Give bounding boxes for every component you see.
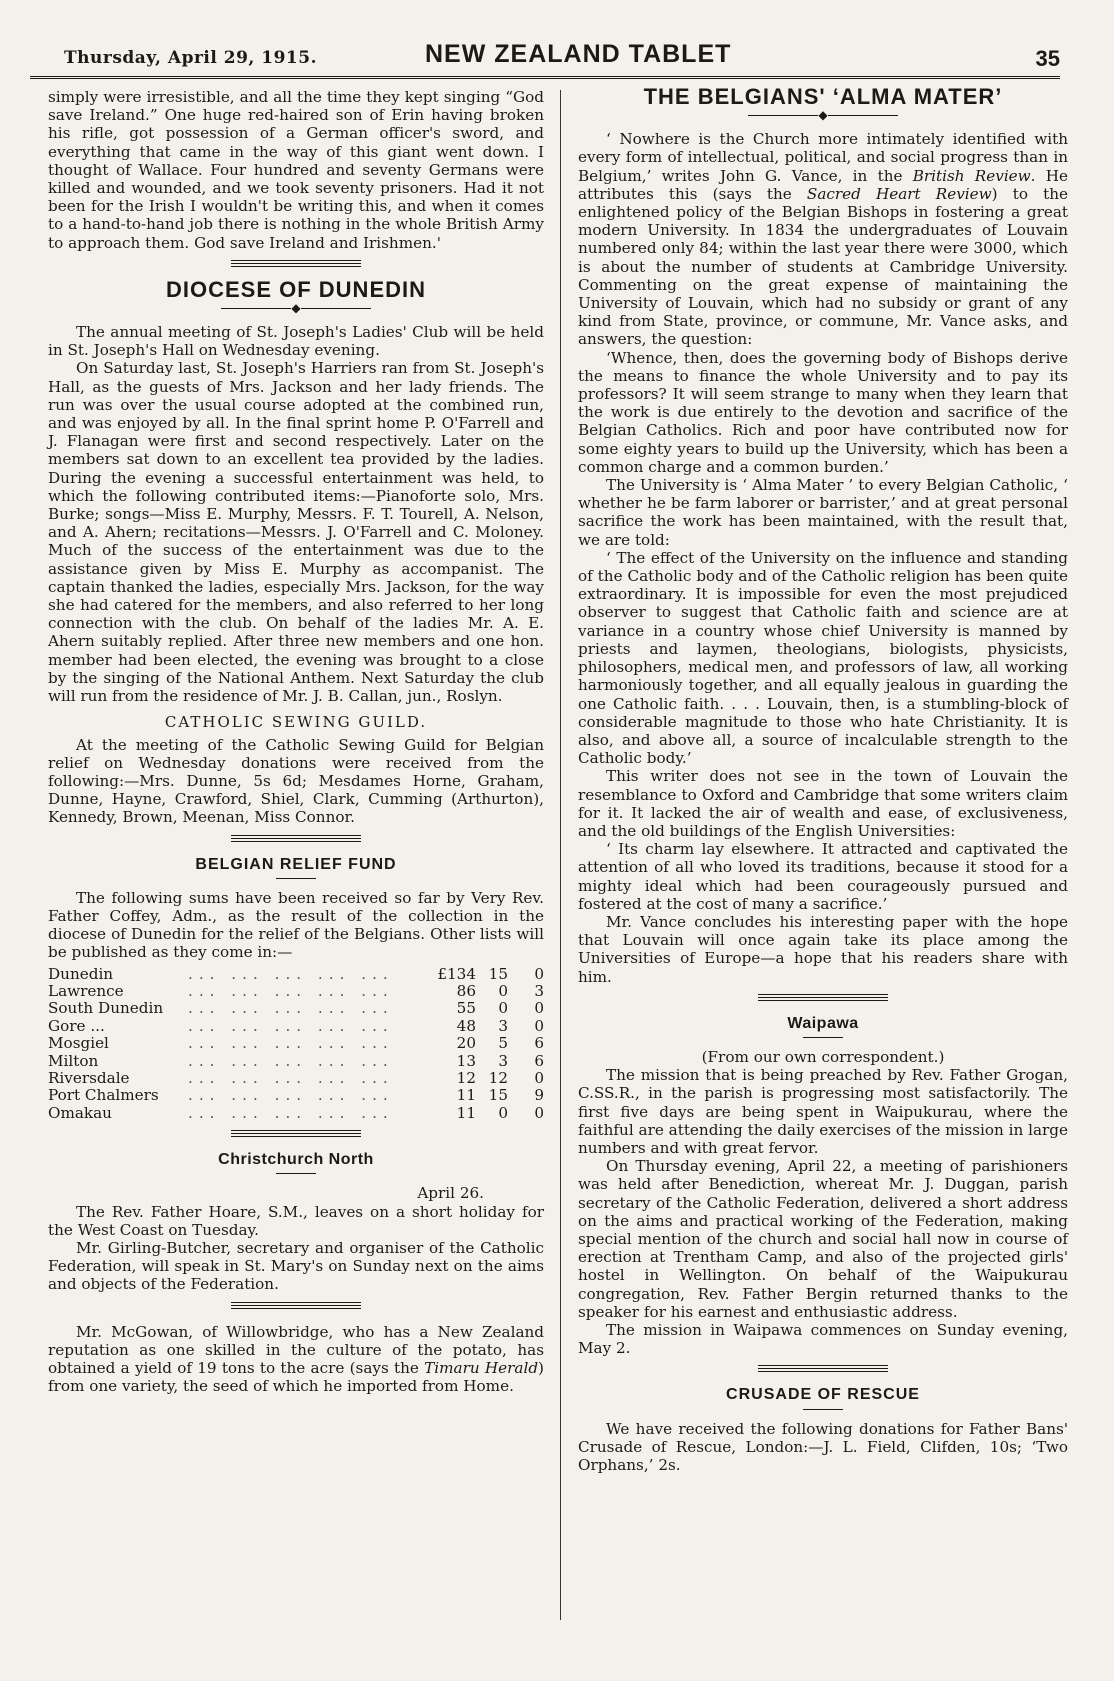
relief-shillings: 5: [498, 1034, 508, 1053]
waipawa-paragraph: The mission that is being preached by Rev. Father Grogan, C.SS.R., in the parish is progressing most satisfactorily. The first five days are being spent in Waipukurau, where the faithful are attending the daily exercises of the mission in large numbers and with great fervor.: [578, 1066, 1068, 1157]
masthead: [30, 40, 1070, 74]
section-separator: [758, 994, 888, 1001]
mcgowan-text: ) from one variety, the seed of which he imported from Home.: [48, 1359, 544, 1396]
belgians-paragraph: This writer does not see in the town of Louvain the resemblance to Oxford and Cambridge that some writers claim for it. It lacked the air of wealth and ease, of exclusiveness, and the old buildings of the English Universities:: [578, 767, 1068, 840]
relief-pounds: 20: [456, 1034, 476, 1053]
dunedin-paragraph: On Saturday last, St. Joseph's Harriers ran from St. Joseph's Hall, as the guests of Mrs. Jackson and her lady friends. The run was over the usual course adopted at the combined run, and was enjoyed by all. In the final sprint home P. O'Farrell and J. Flanagan were first and second respectively. Later on the members sat down to an excellent tea provided by the ladies. During the evening a successful entertainment was held, to which the following contributed items:—Pianoforte solo, Mrs. Burke; songs—Miss E. Murphy, Messrs. F. T. Tourell, A. Nelson, and A. Ahern; recitations—Messrs. J. O'Farrell and C. Moloney. Much of the success of the entertainment was due to the assistance given by Miss E. Murphy as accompanist. The captain thanked the ladies, especially Mrs. Jackson, for the way she had catered for the members, and also referred to her long connection with the club. On behalf of the ladies Mr. A. E. Ahern suitably replied. After three new members and one hon. member had been elected, the evening was brought to a close by the singing of the National Anthem. Next Saturday the club will run from the residence of Mr. J. B. Callan, jun., Roslyn.: [48, 359, 544, 706]
relief-pence: 0: [534, 1068, 544, 1087]
leader-dots: ... ... ... ... ...: [188, 1052, 394, 1070]
leader-dots: ... ... ... ... ...: [188, 1069, 394, 1087]
mcgowan-paragraph: [48, 1323, 544, 1396]
relief-pence: 0: [534, 1016, 544, 1035]
relief-shillings: 0: [498, 1103, 508, 1122]
newspaper-citation: Timaru Herald: [424, 1359, 539, 1378]
issue-date: Thursday, April 29, 1915.: [64, 48, 317, 68]
dunedin-heading: DIOCESE OF DUNEDIN: [165, 276, 427, 302]
christchurch-paragraph: Mr. Girling-Butcher, secretary and organiser of the Catholic Federation, will speak in St. Mary's on Sunday next on the aims and objects of the Federation.: [48, 1239, 544, 1294]
relief-pence: 6: [534, 1034, 544, 1053]
relief-pence: 0: [534, 999, 544, 1018]
table-row: [48, 1105, 544, 1122]
table-row: [48, 1000, 544, 1017]
section-separator: [758, 1365, 888, 1372]
sewing-guild-subheading: CATHOLIC SEWING GUILD.: [164, 713, 428, 732]
relief-pounds: 48: [456, 1016, 476, 1035]
relief-pence: 6: [534, 1051, 544, 1070]
publication-citation: British Review: [912, 166, 1031, 185]
belgians-paragraph: ‘ The effect of the University on the influence and standing of the Catholic body and of the Catholic religion has been quite extraordinary. It is impossible for even the most prejudiced observer to suggest that Catholic faith and science are at variance in a country whose chief University is manned by priests and laymen, theologians, biologists, physicists, philosophers, medical men, and professors of law, all working harmoniously together, and all equally jealous in guarding the one Catholic faith. . . . Louvain, then, is a stumbling-block of considerable magnitude to those who hate Christianity. It is also, and above all, a source of incalculable strength to the Catholic body.’: [578, 548, 1068, 768]
christchurch-heading: Christchurch North: [218, 1151, 374, 1169]
table-row: [48, 1053, 544, 1070]
belgians-paragraph: The University is ‘ Alma Mater ’ to every Belgian Catholic, ‘ whether he be farm laborer or barrister,’ and at great personal sacrifice the work has been maintained, with the result that, we are told:: [578, 476, 1068, 549]
leader-dots: ... ... ... ... ...: [188, 1104, 394, 1122]
crusade-heading: CRUSADE OF RESCUE: [726, 1386, 920, 1404]
relief-place: Gore ...: [48, 1016, 105, 1035]
relief-fund-table: [48, 966, 544, 1123]
waipawa-paragraph: The mission in Waipawa commences on Sunday evening, May 2.: [578, 1321, 1068, 1358]
relief-pence: 0: [534, 1103, 544, 1122]
waipawa-paragraph: On Thursday evening, April 22, a meeting of parishioners was held after Benediction, whereat Mr. J. Duggan, parish secretary of the Catholic Federation, delivered a short address on the aims and practical working of the Federation, making special mention of the church and social hall now in course of erection at Trentham Camp, and also of the projected girls' hostel in Wellington. On behalf of the Waipukurau congregation, Rev. Father Bergin returned thanks to the speaker for his earnest and enthusiastic address.: [578, 1157, 1068, 1321]
leader-dots: ... ... ... ... ...: [188, 1035, 394, 1053]
left-column: [48, 88, 544, 1395]
belgians-paragraph: [578, 130, 1068, 348]
table-row: [48, 1087, 544, 1104]
relief-shillings: 12: [488, 1068, 508, 1087]
leader-dots: ... ... ... ... ...: [188, 982, 394, 1000]
relief-pounds: 86: [456, 981, 476, 1000]
relief-pounds: 13: [456, 1051, 476, 1070]
column-divider: [560, 90, 561, 1620]
belgians-text: ‘ Nowhere is the Church more intimately identified with every form of intellectual, political, and social progress than in Belgium,’ writes John G. Vance, in the: [578, 130, 1068, 185]
relief-place: Lawrence: [48, 981, 124, 1000]
dunedin-paragraph: The annual meeting of St. Joseph's Ladies' Club will be held in St. Joseph's Hall on Wednesday evening.: [48, 323, 544, 360]
relief-shillings: 0: [498, 999, 508, 1018]
table-row: [48, 1035, 544, 1052]
belgians-text: ) to the enlightened policy of the Belgian Bishops in fostering a great modern University. In 1834 the undergraduates of Louvain numbered only 84; within the last year there were 3000, which is about the number of students at Cambridge University. Commenting on the great expense of maintaining the University of Louvain, which had no subsidy or grant of any kind from State, province, or commune, Mr. Vance asks, and answers, the question:: [578, 184, 1068, 349]
leader-dots: ... ... ... ... ...: [188, 1000, 394, 1018]
heading-rule: [803, 1037, 843, 1038]
relief-pence: 9: [534, 1086, 544, 1105]
heading-ornament: ◆: [578, 108, 1068, 122]
christchurch-date: April 26.: [417, 1184, 484, 1203]
newspaper-title: NEW ZEALAND TABLET: [425, 40, 732, 68]
relief-place: South Dunedin: [48, 999, 164, 1018]
belgians-paragraph: ‘Whence, then, does the governing body of Bishops derive the means to finance the whole University and to pay its professors? It will seem strange to many when they learn that the work is due entirely to the devotion and sacrifice of the Belgian Catholics. Rich and poor have contributed now for some eighty years to build up the University, which has been a common charge and a common burden.’: [578, 348, 1068, 476]
relief-place: Port Chalmers: [48, 1086, 159, 1105]
relief-pounds: 12: [456, 1068, 476, 1087]
masthead-rule: [30, 76, 1060, 79]
section-separator: [231, 1130, 361, 1137]
relief-pounds: 11: [456, 1103, 476, 1122]
leader-dots: ... ... ... ... ...: [188, 965, 394, 983]
relief-shillings: 15: [488, 1086, 508, 1105]
article-continuation: simply were irresistible, and all the time they kept singing “God save Ireland.” One huge red-haired son of Erin having broken his rifle, got possession of a German officer's sword, and everything that came in the way of this giant went down. I thought of Wallace. Four hundred and seventy Germans were killed and wounded, and we took seventy prisoners. Had it not been for the Irish I wouldn't be writing this, and when it comes to a hand-to-hand job there is nothing in the whole British Army to approach them. God save Ireland and Irishmen.': [48, 88, 544, 252]
table-row: [48, 1070, 544, 1087]
section-separator: [231, 260, 361, 267]
belgians-heading: THE BELGIANS' ‘ALMA MATER’: [643, 84, 1003, 109]
table-row: [48, 966, 544, 983]
table-row: [48, 1018, 544, 1035]
heading-rule: [276, 878, 316, 879]
christchurch-paragraph: The Rev. Father Hoare, S.M., leaves on a short holiday for the West Coast on Tuesday.: [48, 1202, 544, 1239]
leader-dots: ... ... ... ... ...: [188, 1017, 394, 1035]
right-column: [578, 84, 1068, 1475]
dunedin-paragraph: At the meeting of the Catholic Sewing Guild for Belgian relief on Wednesday donations were received from the following:—Mrs. Dunne, 5s 6d; Mesdames Horne, Graham, Dunne, Hayne, Crawford, Shiel, Clark, Cumming (Arthurton), Kennedy, Brown, Meenan, Miss Connor.: [48, 735, 544, 827]
section-separator: [231, 835, 361, 842]
relief-pence: 0: [534, 964, 544, 983]
relief-place: Riversdale: [48, 1068, 130, 1087]
relief-shillings: 3: [498, 1051, 508, 1070]
waipawa-byline: (From our own correspondent.): [701, 1047, 945, 1066]
belgians-text: . He attributes this (says the: [578, 166, 1068, 203]
relief-pounds: 55: [456, 999, 476, 1018]
section-separator: [231, 1302, 361, 1309]
page-number: 35: [1035, 46, 1060, 71]
leader-dots: ... ... ... ... ...: [188, 1087, 394, 1105]
relief-place: Dunedin: [48, 964, 114, 983]
heading-rule: [803, 1409, 843, 1410]
belgians-paragraph: ‘ Its charm lay elsewhere. It attracted and captivated the attention of all who loved its traditions, because it stood for a mighty ideal which had been courageously pursued and fostered at the cost of many a sacrifice.’: [578, 840, 1068, 913]
publication-citation: Sacred Heart Review: [806, 184, 992, 203]
relief-place: Mosgiel: [48, 1034, 109, 1053]
relief-shillings: 0: [498, 981, 508, 1000]
relief-fund-heading: BELGIAN RELIEF FUND: [195, 855, 397, 873]
heading-ornament: ◆: [48, 301, 544, 315]
relief-shillings: 3: [498, 1016, 508, 1035]
crusade-paragraph: We have received the following donations for Father Bans' Crusade of Rescue, London:—J. L. Field, Clifden, 10s; ‘Two Orphans,’ 2s.: [578, 1419, 1068, 1475]
belgians-paragraph: Mr. Vance concludes his interesting paper with the hope that Louvain will once again take its place among the Universities of Europe—a hope that his readers share with him.: [578, 912, 1068, 986]
relief-fund-intro: The following sums have been received so far by Very Rev. Father Coffey, Adm., as the result of the collection in the diocese of Dunedin for the relief of the Belgians. Other lists will be published as they come in:—: [48, 888, 544, 962]
relief-pence: 3: [534, 981, 544, 1000]
mcgowan-text: Mr. McGowan, of Willowbridge, who has a New Zealand reputation as one skilled in the culture of the potato, has obtained a yield of 19 tons to the acre (says the: [48, 1322, 544, 1378]
heading-rule: [276, 1173, 316, 1174]
waipawa-heading: Waipawa: [787, 1014, 859, 1032]
relief-shillings: 15: [488, 964, 508, 983]
relief-place: Milton: [48, 1051, 99, 1070]
relief-place: Omakau: [48, 1103, 112, 1122]
relief-pounds: 11: [456, 1086, 476, 1105]
relief-pounds: £134: [437, 964, 476, 983]
table-row: [48, 983, 544, 1000]
